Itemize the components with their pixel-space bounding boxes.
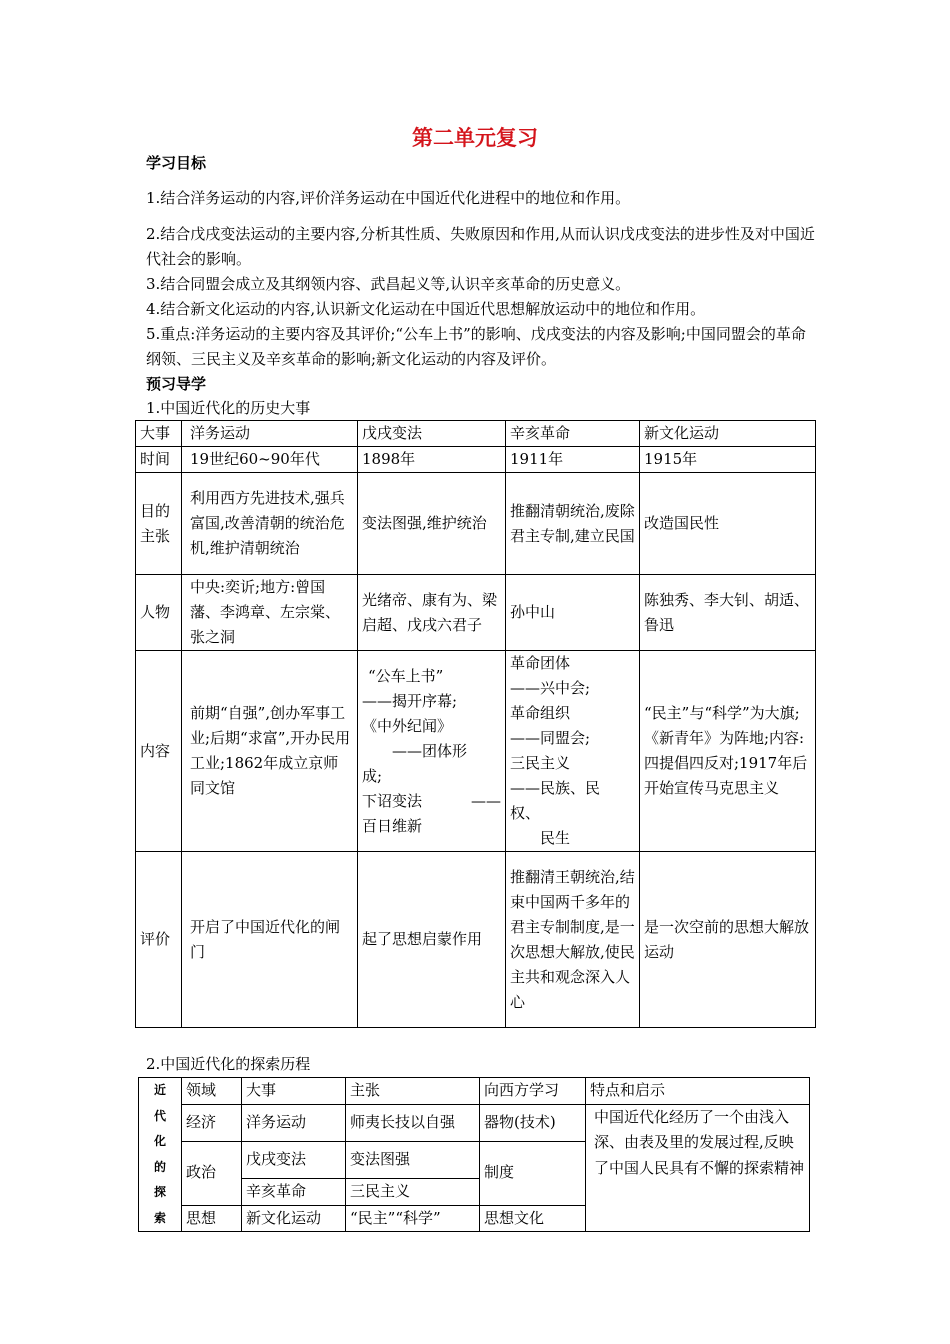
objective-2: 2.结合戊戌变法运动的主要内容,分析其性质、失败原因和作用,从而认识戊戌变法的进步性及对中国近代社会的影响。 [146,225,815,268]
table-cell: 推翻清朝统治,废除君主专制,建立民国 [506,473,640,575]
table-cell: 中央:奕䜣;地方:曾国藩、李鸿章、左宗棠、张之洞 [182,575,358,651]
table-cell: 19世纪60~90年代 [182,447,358,473]
page-title: 第二单元复习 [412,126,538,150]
cell-line [362,789,501,814]
summary-cell: 中国近代化经历了一个由浅入深、由表及里的发展过程,反映了中国人民具有不懈的探索精神 [586,1104,810,1232]
cell-line: ——民族、民 [510,779,601,797]
cell-line: 百日维新 [362,816,423,835]
table-cell: 推翻清王朝统治,结束中国两千多年的君主专制制度,是一次思想大解放,使民主共和观念深入人心 [506,852,640,1028]
objective-5: 5.重点:洋务运动的主要内容及其评价;“公车上书”的影响、戊戌变法的内容及影响;中国同盟会的革命纲领、三民主义及辛亥革命的影响;新文化运动的内容及评价。 [146,325,806,368]
table-cell: 思想 [182,1205,242,1232]
table-row [136,575,816,651]
row-label: 评价 [136,852,182,1028]
table-cell: 利用西方先进技术,强兵富国,改善清朝的统治危机,维护清朝统治 [182,473,358,575]
table-cell: 新文化运动 [242,1205,346,1232]
header-cell: 大事 [136,421,182,447]
table-row [136,651,816,852]
table-cell: “民主”“科学” [346,1205,480,1232]
cell-text: —— [471,791,501,810]
row-label: 目的主张 [136,473,182,575]
header-cell: 新文化运动 [640,421,816,447]
cell-text: 下诏变法 [362,791,423,810]
table-cell: 陈独秀、李大钊、胡适、鲁迅 [640,575,816,651]
cell-line: 成; [362,766,383,785]
table-row [139,1078,810,1105]
row-label: 人物 [136,575,182,651]
table-cell: 洋务运动 [242,1104,346,1141]
header-cell: 特点和启示 [586,1078,810,1105]
table-cell: 是一次空前的思想大解放运动 [640,852,816,1028]
table-row [136,473,816,575]
table-cell: 光绪帝、康有为、梁启超、戊戌六君子 [358,575,506,651]
cell-line: 《中外纪闻》 [362,716,453,735]
table-cell: 1915年 [640,447,816,473]
header-cell: 洋务运动 [182,421,358,447]
header-cell: 大事 [242,1078,346,1105]
side-label-text: 近代化的探索 [153,1083,166,1225]
table-cell: “民主”与“科学”为大旗;《新青年》为阵地;内容:四提倡四反对;1917年后开始宣传马克思主义 [640,651,816,852]
row-label: 内容 [136,651,182,852]
table-cell: 1911年 [506,447,640,473]
cell-line: 革命团体 [510,654,571,672]
table-row [136,421,816,447]
header-cell: 辛亥革命 [506,421,640,447]
cell-line: 民生 [540,829,571,847]
preview-heading: 预习导学 [146,375,207,393]
header-cell: 领域 [182,1078,242,1105]
cell-line: 三民主义 [510,754,571,772]
table-cell: 制度 [480,1141,586,1205]
cell-line: ——团体形 [392,741,468,760]
cell-line: ——兴中会; [510,679,591,697]
table1-caption: 1.中国近代化的历史大事 [146,399,311,417]
table-row [136,447,816,473]
objectives-heading: 学习目标 [146,154,207,172]
table-cell: 政治 [182,1141,242,1205]
header-cell: 向西方学习 [480,1078,586,1105]
cell-line: “公车上书” [368,666,444,685]
table-cell: 变法图强,维护统治 [358,473,506,575]
table-row [139,1104,810,1141]
objective-1: 1.结合洋务运动的内容,评价洋务运动在中国近代化进程中的地位和作用。 [146,189,631,207]
table-cell: 1898年 [358,447,506,473]
table-cell: 起了思想启蒙作用 [358,852,506,1028]
table-cell: 开启了中国近代化的闸门 [182,852,358,1028]
exploration-table [138,1077,810,1232]
objective-4: 4.结合新文化运动的内容,认识新文化运动在中国近代思想解放运动中的地位和作用。 [146,300,706,318]
row-label: 时间 [136,447,182,473]
table-cell: 师夷长技以自强 [346,1104,480,1141]
history-events-table [135,420,816,1028]
table-cell: 变法图强 [346,1141,480,1178]
cell-line: 权、 [510,804,541,822]
table-cell: 改造国民性 [640,473,816,575]
cell-line: ——同盟会; [510,729,591,747]
objective-3: 3.结合同盟会成立及其纲领内容、武昌起义等,认识辛亥革命的历史意义。 [146,275,631,293]
header-cell: 主张 [346,1078,480,1105]
table-cell: 器物(技术) [480,1104,586,1141]
table-cell [358,651,506,852]
cell-line: 革命组织 [510,704,571,722]
table-cell: 经济 [182,1104,242,1141]
table2-caption: 2.中国近代化的探索历程 [146,1055,311,1073]
table-cell: 前期“自强”,创办军事工业;后期“求富”,开办民用工业;1862年成立京师同文馆 [182,651,358,852]
table-cell: 孙中山 [506,575,640,651]
table-cell [506,651,640,852]
cell-line: ——揭开序幕; [362,691,458,710]
header-cell: 戊戌变法 [358,421,506,447]
side-label [139,1078,182,1232]
table-cell: 三民主义 [346,1179,480,1206]
table-row [136,852,816,1028]
table-cell: 辛亥革命 [242,1179,346,1206]
table-cell: 戊戌变法 [242,1141,346,1178]
table-cell: 思想文化 [480,1205,586,1232]
